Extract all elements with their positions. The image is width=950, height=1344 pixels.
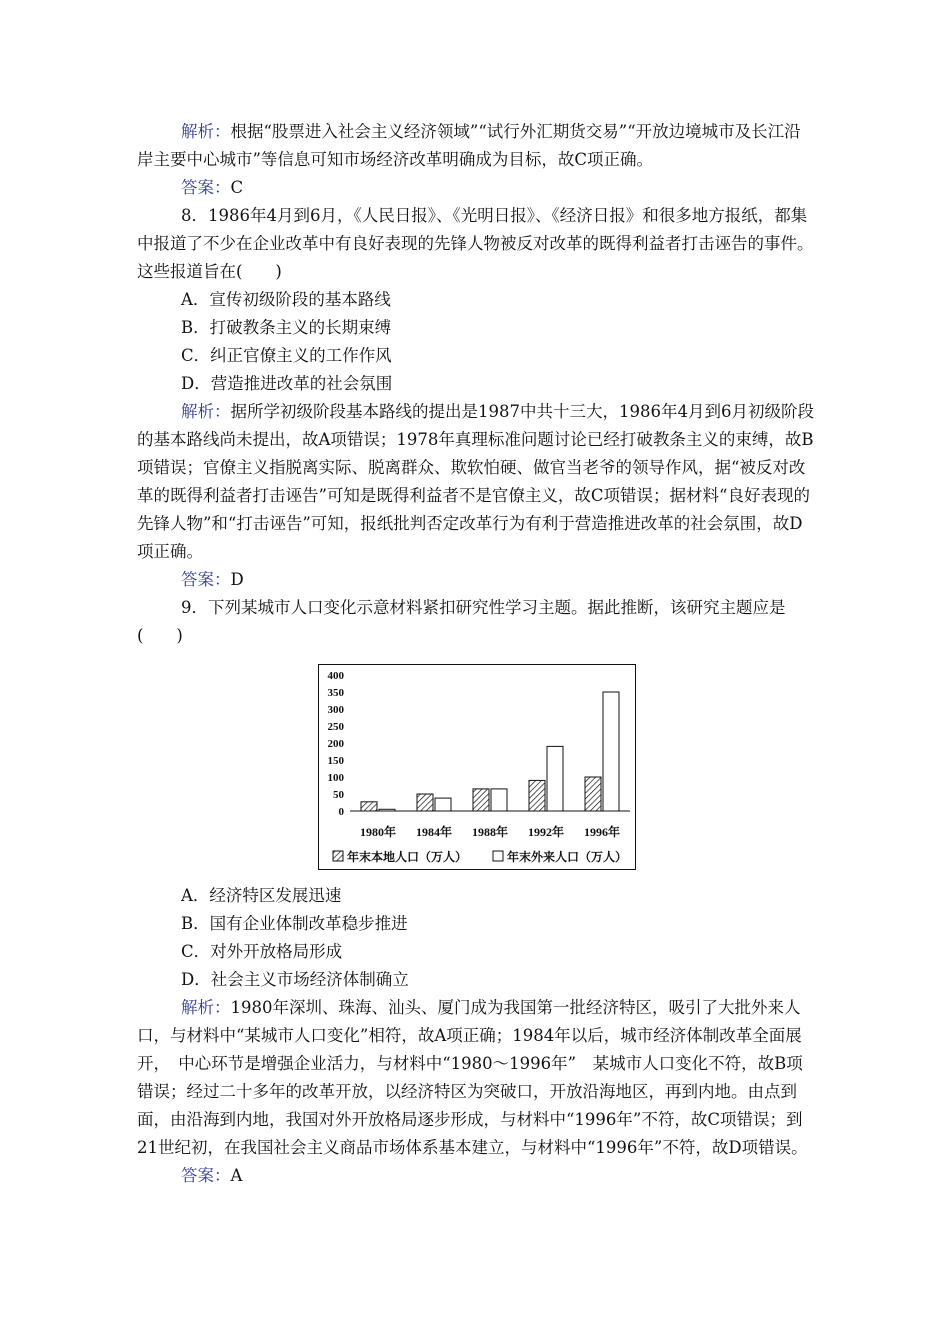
analysis-label: 解析： [181,998,231,1017]
bar-1992年-migrant [547,746,563,811]
q9-option-b: B．国有企业体制改革稳步推进 [181,914,408,933]
y-tick-label-50: 50 [333,789,344,801]
q7-answer [137,174,817,202]
bar-1988年-migrant [491,789,507,811]
answer-label: 答案： [181,1166,231,1185]
q9-option-a: A．经济特区发展迅速 [181,886,342,905]
q8-option-a: A．宣传初级阶段的基本路线 [181,290,391,309]
q9-stem: 9．下列某城市人口变化示意材料紧扣研究性学习主题。据此推断，该研究主题应是( ) [137,598,786,645]
population-chart [318,664,636,870]
y-tick-label-100: 100 [327,772,344,784]
q8-option-d: D．营造推进改革的社会氛围 [181,374,393,393]
bar-1984年-migrant [435,798,451,811]
x-tick-label-1992年: 1992年 [527,825,565,839]
q9-analysis [137,994,817,1162]
bar-1988年-local [473,789,489,811]
q9-option-d: D．社会主义市场经济体制确立 [181,970,409,989]
y-tick-label-200: 200 [327,738,344,750]
bar-1980年-migrant [379,809,395,811]
x-tick-label-1980年: 1980年 [359,825,397,839]
q8-option-b: B．打破教条主义的长期束缚 [181,318,392,337]
y-tick-label-150: 150 [327,755,344,767]
answer-value: C [230,178,244,197]
q8-option-c: C．纠正官僚主义的工作作风 [181,346,392,365]
legend-swatch-migrant [493,851,503,861]
legend-label-local: 年末本地人口（万人） [347,850,468,864]
q7-analysis [137,118,817,174]
x-tick-label-1988年: 1988年 [471,825,509,839]
q8-stem: 8．1986年4月到6月，《人民日报》、《光明日报》、《经济日报》和很多地方报纸，都集中报道了不少在企业改革中有良好表现的先锋人物被反对改革的既得利益者打击诬告的事件。这些报道旨在( ) [137,206,814,281]
answer-label: 答案： [181,570,231,589]
y-tick-label-300: 300 [327,704,344,716]
q9-answer [137,1162,817,1190]
population-bar-chart [318,664,636,870]
q8-answer [137,566,817,594]
bar-1996年-local [585,777,601,811]
analysis-text: 根据“股票进入社会主义经济领域”“试行外汇期货交易”“开放边境城市及长江沿岸主要中心城市”等信息可知市场经济改革明确成为目标，故C项正确。 [137,122,801,169]
legend-swatch-local [333,851,343,861]
x-tick-label-1984年: 1984年 [415,825,453,839]
analysis-text: 1980年深圳、珠海、汕头、厦门成为我国第一批经济特区，吸引了大批外来人口，与材料中“某城市人口变化”相符，故A项正确；1984年以后，城市经济体制改革全面展开， 中心环节是增强企业活力，与材料中“1980～1996年” 某城市人口变化不符，故B项错误；经过二十多年的改革开放，以经济特区为突破口，开放沿海地区，再到内地。由点到面，由沿海到内地，我国对外开放格局逐步形成，与材料中“1996年”不符，故C项错误；到21世纪初，在我国社会主义商品市场体系基本建立，与材料中“1996年”不符，故D项错误。 [137,998,808,1157]
x-tick-label-1996年: 1996年 [583,825,621,839]
y-tick-label-400: 400 [327,670,344,682]
answer-value: A [230,1166,243,1185]
y-tick-label-0: 0 [338,806,344,818]
bar-1992年-local [529,780,545,811]
document-page [137,118,817,1190]
answer-value: D [230,570,244,589]
y-tick-label-350: 350 [327,687,344,699]
analysis-label: 解析： [181,402,231,421]
y-tick-label-250: 250 [327,721,344,733]
bar-1984年-local [417,794,433,811]
answer-label: 答案： [181,178,231,197]
analysis-text: 据所学初级阶段基本路线的提出是1987中共十三大，1986年4月到6月初级阶段的基本路线尚未提出，故A项错误；1978年真理标准问题讨论已经打破教条主义的束缚，故B项错误；官僚主义指脱离实际、脱离群众、欺软怕硬、做官当老爷的领导作风，据“被反对改革的既得利益者打击诬告”可知是既得利益者不是官僚主义，故C项错误；据材料“良好表现的先锋人物”和“打击诬告”可知，报纸批判否定改革行为有利于营造推进改革的社会氛围，故D项正确。 [137,402,814,561]
bar-1996年-migrant [603,692,619,811]
q8-analysis [137,398,817,566]
legend-label-migrant: 年末外来人口（万人） [507,850,628,864]
bar-1980年-local [361,802,377,811]
analysis-label: 解析： [181,122,231,141]
q9-option-c: C．对外开放格局形成 [181,942,343,961]
